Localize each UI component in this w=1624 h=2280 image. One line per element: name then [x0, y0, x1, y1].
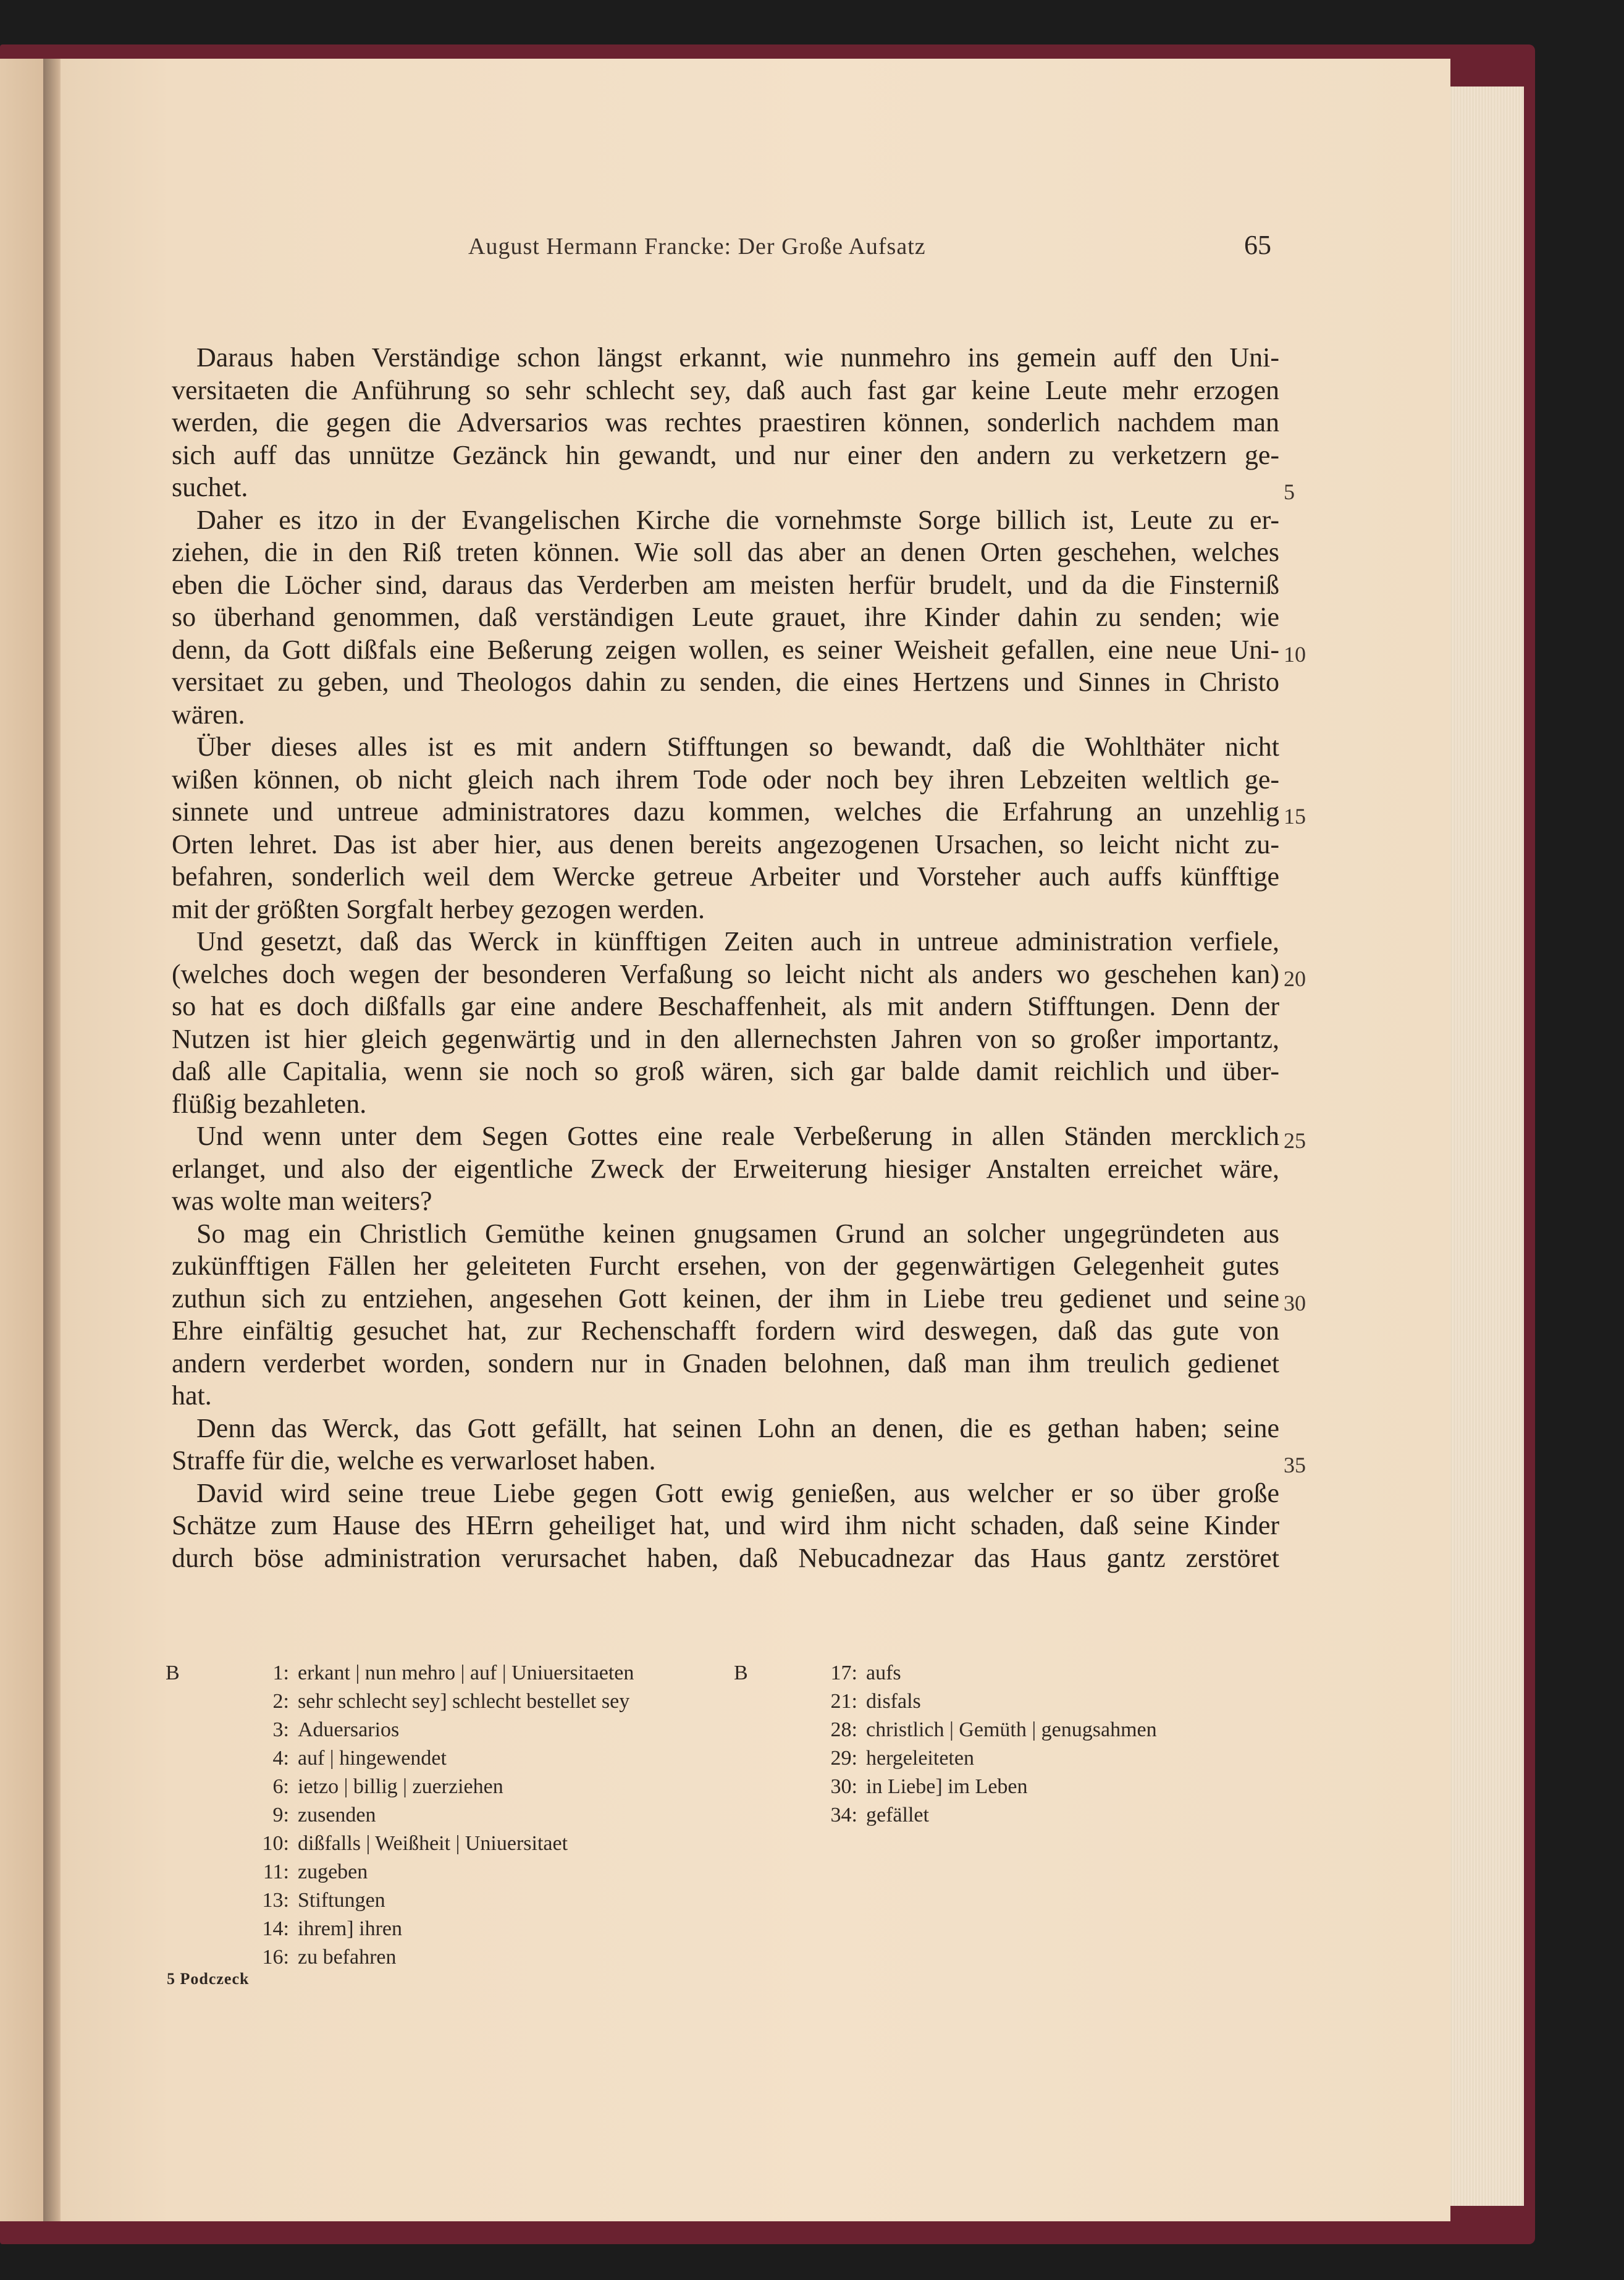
- apparatus-entry: [734, 1773, 1290, 1801]
- apparatus-sigil: [166, 1886, 221, 1915]
- body-line: versitaeten die Anführung so sehr schlecht sey, daß auch fast gar keine Leute mehr erzogen: [172, 374, 1279, 405]
- body-line: so überhand genommen, daß verständigen Leute grauet, ihre Kinder dahin zu senden; wie: [172, 602, 1279, 632]
- body-line: durch böse administration verursachet haben, daß Nebucadnezar das Haus gantz zerstöret: [172, 1542, 1279, 1573]
- apparatus-reading: aufs: [866, 1661, 901, 1684]
- apparatus-sigil: [734, 1744, 789, 1773]
- body-line: erlanget, und also der eigentliche Zweck der Erweiterung hiesiger Anstalten erreichet wäre,: [172, 1153, 1279, 1184]
- apparatus-sigil: [734, 1716, 789, 1744]
- body-text: [172, 342, 1279, 1574]
- apparatus-sigil: [166, 1687, 221, 1716]
- body-line: Daher es itzo in der Evangelischen Kirche die vornehmste Sorge billich ist, Leute zu er-: [196, 504, 1279, 535]
- body-line: Und gesetzt, daß das Werck in künfftigen Zeiten auch in untreue administration verfiele,: [196, 926, 1279, 956]
- apparatus-entry: [166, 1943, 734, 1972]
- printer-signature: 5 Podczeck: [167, 1970, 250, 1988]
- apparatus-reading: disfals: [866, 1690, 921, 1713]
- apparatus-sigil: [166, 1858, 221, 1886]
- line-number: 5: [1284, 479, 1295, 504]
- apparatus-line-ref: 34:: [830, 1804, 857, 1826]
- apparatus-reading: Aduersarios: [298, 1718, 400, 1741]
- apparatus-line-ref: 28:: [830, 1718, 857, 1741]
- apparatus-entry: [734, 1687, 1290, 1716]
- apparatus-sigil: [166, 1773, 221, 1801]
- apparatus-sigil: B: [734, 1661, 748, 1684]
- apparatus-entry: [166, 1915, 734, 1943]
- left-page-edge: [0, 59, 43, 2221]
- apparatus-column-2: [734, 1659, 1290, 1830]
- apparatus-reading: zu befahren: [298, 1946, 397, 1969]
- body-line: Denn das Werck, das Gott gefällt, hat seinen Lohn an denen, die es gethan haben; seine: [196, 1412, 1279, 1443]
- body-line: werden, die gegen die Adversarios was rechtes praestiren können, sonderlich nachdem man: [172, 407, 1279, 437]
- apparatus-line-ref: 30:: [830, 1775, 857, 1798]
- line-number: 25: [1284, 1128, 1306, 1153]
- body-line: sich auff das unnütze Gezänck hin gewandt, und nur einer den andern zu verketzern ge-: [172, 439, 1279, 470]
- apparatus-sigil: [734, 1773, 789, 1801]
- body-line: Straffe für die, welche es verwarloset haben.: [172, 1445, 656, 1476]
- apparatus-sigil: [734, 1801, 789, 1830]
- apparatus-line-ref: 9:: [272, 1804, 289, 1826]
- body-line: Nutzen ist hier gleich gegenwärtig und in den allernechsten Jahren von so großer importantz,: [172, 1023, 1279, 1054]
- apparatus-sigil: [166, 1801, 221, 1830]
- line-number: 30: [1284, 1290, 1306, 1315]
- apparatus-entry: [734, 1659, 1290, 1687]
- apparatus-line-ref: 21:: [830, 1690, 857, 1713]
- apparatus-reading: dißfalls | Weißheit | Uniuersitaet: [298, 1832, 568, 1855]
- body-line: sinnete und untreue administratores dazu kommen, welches die Erfahrung an unzehlig: [172, 796, 1279, 827]
- body-line: wären.: [172, 699, 245, 730]
- apparatus-entry: [734, 1801, 1290, 1830]
- apparatus-line-ref: 29:: [830, 1747, 857, 1770]
- body-line: Ehre einfältig gesuchet hat, zur Rechenschafft fordern wird deswegen, daß das gute von: [172, 1315, 1279, 1346]
- apparatus-reading: sehr schlecht sey] schlecht bestellet sey: [298, 1690, 630, 1713]
- line-number: 15: [1284, 804, 1306, 829]
- apparatus-sigil: [166, 1915, 221, 1943]
- body-line: zuthun sich zu entziehen, angesehen Gott keinen, der ihm in Liebe treu gedienet und seine: [172, 1283, 1279, 1314]
- apparatus-reading: in Liebe] im Leben: [866, 1775, 1028, 1798]
- apparatus-entry: [166, 1830, 734, 1858]
- body-line: So mag ein Christlich Gemüthe keinen gnugsamen Grund an solcher ungegründeten aus: [196, 1218, 1279, 1249]
- body-line: Und wenn unter dem Segen Gottes eine reale Verbeßerung in allen Ständen mercklich: [196, 1121, 1279, 1151]
- apparatus-entry: [734, 1716, 1290, 1744]
- page-number: 65: [1244, 230, 1271, 260]
- apparatus-reading: zusenden: [298, 1804, 376, 1826]
- body-line: hat.: [172, 1380, 212, 1411]
- body-line: versitaet zu geben, und Theologos dahin zu senden, die eines Hertzens und Sinnes in Christo: [172, 667, 1279, 697]
- body-line: mit der größten Sorgfalt herbey gezogen werden.: [172, 893, 705, 924]
- apparatus-entry: [166, 1716, 734, 1744]
- apparatus-reading: christlich | Gemüth | genugsahmen: [866, 1718, 1157, 1741]
- apparatus-reading: hergeleiteten: [866, 1747, 974, 1770]
- body-line: (welches doch wegen der besonderen Verfaßung so leicht nicht als anders wo geschehen kan): [172, 958, 1279, 989]
- apparatus-reading: Stiftungen: [298, 1889, 385, 1912]
- apparatus-reading: erkant | nun mehro | auf | Uniuersitaeten: [298, 1661, 634, 1684]
- apparatus-entry: [166, 1659, 734, 1687]
- apparatus-entry: [166, 1687, 734, 1716]
- line-number: 20: [1284, 966, 1306, 991]
- apparatus-line-ref: 2:: [272, 1690, 289, 1713]
- body-line: Schätze zum Hause des HErrn geheiliget hat, und wird ihm nicht schaden, daß seine Kinder: [172, 1510, 1279, 1540]
- body-line: eben die Löcher sind, daraus das Verderben am meisten herfür brudelt, und da die Finsterniß: [172, 569, 1279, 600]
- body-line: flüßig bezahleten.: [172, 1088, 367, 1119]
- apparatus-sigil: [734, 1687, 789, 1716]
- line-number: 10: [1284, 641, 1306, 667]
- body-line: ziehen, die in den Riß treten können. Wie soll das aber an denen Orten geschehen, welches: [172, 537, 1279, 567]
- running-head: August Hermann Francke: Der Große Aufsatz: [468, 234, 926, 260]
- apparatus-line-ref: 17:: [830, 1661, 857, 1684]
- body-line: daß alle Capitalia, wenn sie noch so groß wären, sich gar balde damit reichlich und über-: [172, 1056, 1279, 1086]
- apparatus-entry: [734, 1744, 1290, 1773]
- apparatus-entry: [166, 1744, 734, 1773]
- apparatus-sigil: [166, 1716, 221, 1744]
- apparatus-sigil: [166, 1830, 221, 1858]
- body-line: denn, da Gott dißfals eine Beßerung zeigen wollen, es seiner Weisheit gefallen, eine neue Uni-: [172, 634, 1279, 665]
- body-line: David wird seine treue Liebe gegen Gott ewig genießen, aus welcher er so über große: [196, 1477, 1279, 1508]
- body-line: Orten lehret. Das ist aber hier, aus denen bereits angezogenen Ursachen, so leicht nicht zu-: [172, 829, 1279, 859]
- body-line: wißen können, ob nicht gleich nach ihrem Tode oder noch bey ihren Lebzeiten weltlich ge-: [172, 764, 1279, 795]
- apparatus-entry: [166, 1773, 734, 1801]
- apparatus-reading: gefället: [866, 1804, 929, 1826]
- apparatus-column-1: [166, 1659, 734, 1972]
- apparatus-reading: zugeben: [298, 1860, 368, 1883]
- apparatus-line-ref: 3:: [272, 1718, 289, 1741]
- book-page: [61, 59, 1450, 2221]
- book-gutter: [43, 59, 62, 2221]
- apparatus-line-ref: 1:: [272, 1661, 289, 1684]
- apparatus-sigil: B: [166, 1661, 180, 1684]
- line-number: 35: [1284, 1453, 1306, 1477]
- apparatus-line-ref: 14:: [262, 1917, 289, 1940]
- body-line: Daraus haben Verständige schon längst erkannt, wie nunmehro ins gemein auff den Uni-: [196, 342, 1279, 373]
- body-line: so hat es doch dißfalls gar eine andere Beschaffenheit, als mit andern Stifftungen. Denn der: [172, 991, 1279, 1021]
- apparatus-sigil: [166, 1744, 221, 1773]
- apparatus-line-ref: 16:: [262, 1946, 289, 1969]
- apparatus-reading: auf | hingewendet: [298, 1747, 447, 1770]
- apparatus-line-ref: 10:: [262, 1832, 289, 1855]
- apparatus-line-ref: 13:: [262, 1889, 289, 1912]
- body-line: befahren, sonderlich weil dem Wercke getreue Arbeiter und Vorsteher auch auffs künfftige: [172, 861, 1279, 892]
- apparatus-reading: ihrem] ihren: [298, 1917, 402, 1940]
- body-line: was wolte man weiters?: [172, 1186, 432, 1216]
- body-line: Über dieses alles ist es mit andern Stifftungen so bewandt, daß die Wohlthäter nicht: [196, 732, 1279, 762]
- apparatus-line-ref: 11:: [263, 1860, 289, 1883]
- body-line: zukünfftigen Fällen her geleiteten Furcht ersehen, von der gegenwärtigen Gelegenheit gutes: [172, 1251, 1279, 1281]
- apparatus-entry: [166, 1801, 734, 1830]
- body-line: suchet.: [172, 472, 248, 502]
- apparatus-line-ref: 6:: [272, 1775, 289, 1798]
- apparatus-entry: [166, 1886, 734, 1915]
- apparatus-sigil: [166, 1943, 221, 1972]
- apparatus-line-ref: 4:: [272, 1747, 289, 1770]
- apparatus-reading: ietzo | billig | zuerziehen: [298, 1775, 503, 1798]
- page-edges: [1449, 87, 1524, 2206]
- apparatus-entry: [166, 1858, 734, 1886]
- body-line: andern verderbet worden, sondern nur in Gnaden belohnen, daß man ihm treulich gedienet: [172, 1348, 1279, 1379]
